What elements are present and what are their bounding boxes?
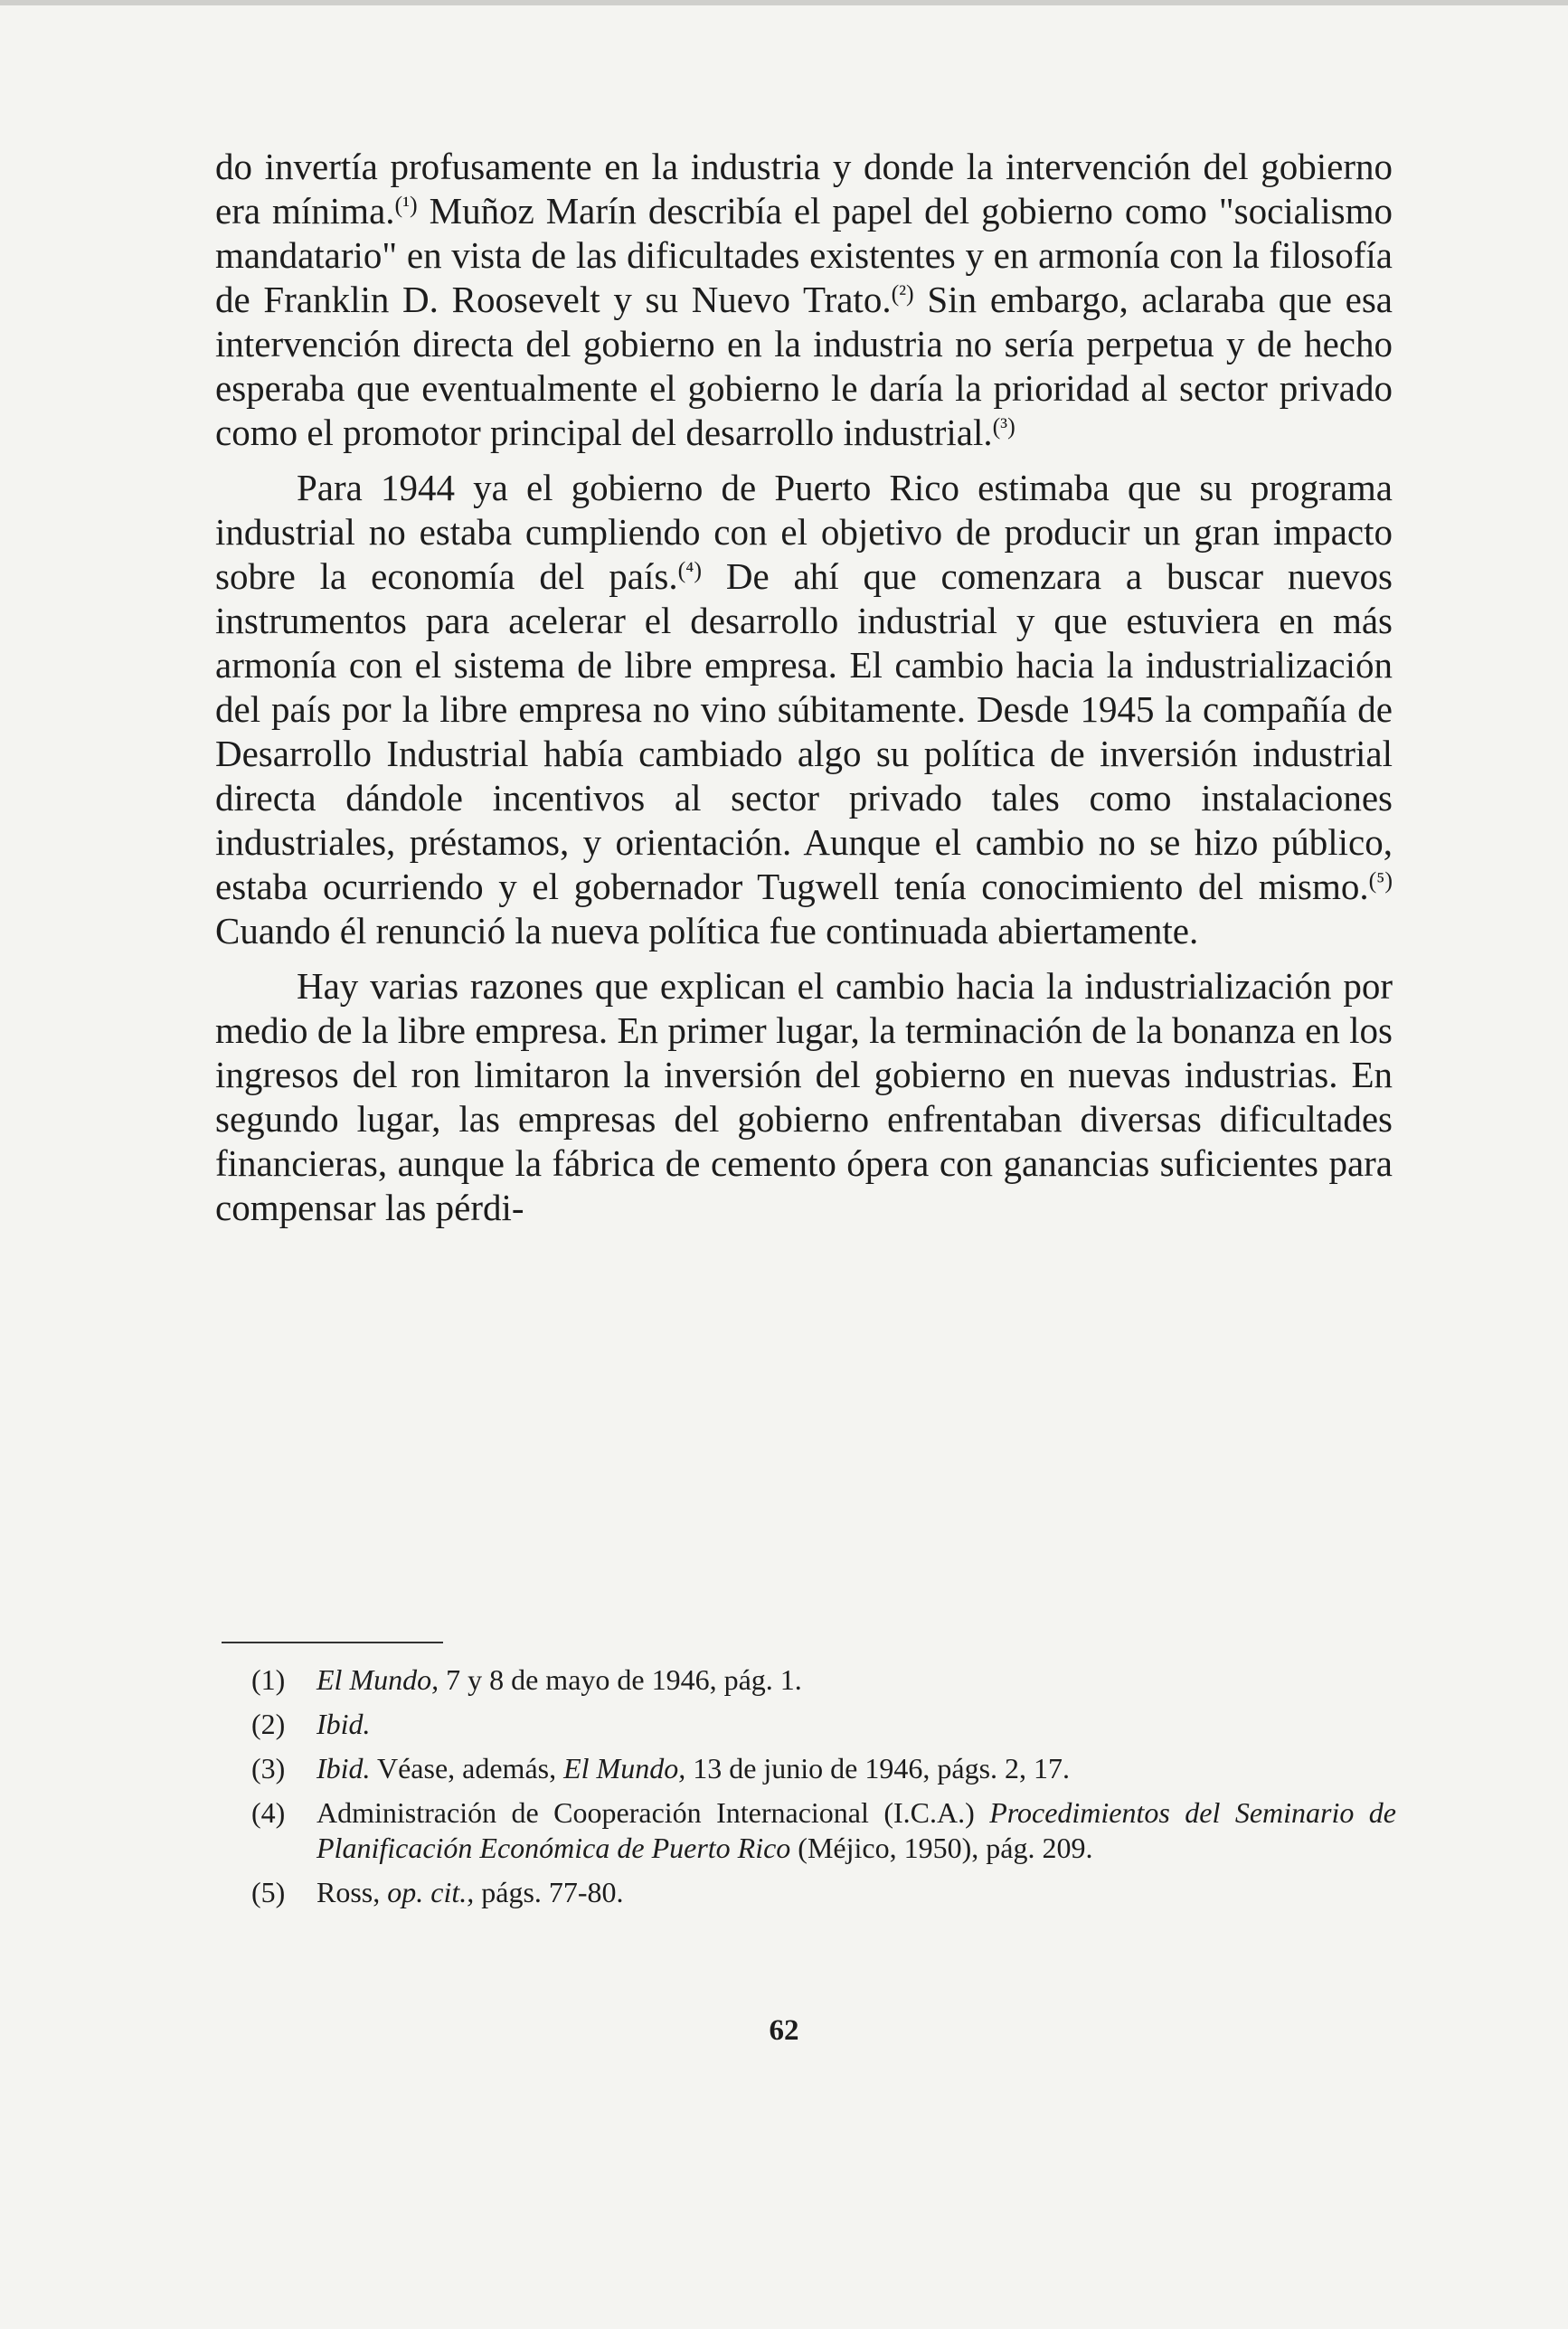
footnote-3	[251, 1751, 1396, 1786]
footnote-plain: (Méjico, 1950), pág. 209.	[790, 1832, 1093, 1864]
footnote-text	[316, 1875, 1396, 1910]
paragraph-text: do invertía profusamente en la industria y donde la intervención del gobierno era mínima.	[215, 146, 1393, 232]
footnote-plain: 7 y 8 de mayo de 1946, pág. 1.	[439, 1663, 802, 1696]
footnote-italic: op. cit.,	[387, 1876, 475, 1908]
footnote-reference: (¹)	[394, 192, 418, 218]
footnote-number: (4)	[251, 1796, 286, 1829]
footnote-number: (2)	[251, 1708, 286, 1740]
paragraph-text: Cuando él renunció la nueva política fue continuada abiertamente.	[215, 910, 1199, 951]
footnote-number: (5)	[251, 1876, 286, 1908]
paragraph-1	[215, 145, 1393, 455]
paragraph-text: Muñoz Marín describía el papel del gobierno como "socialismo mandatario" en vista de las dificultades existentes y en armonía con la filosofía de Franklin D. Roosevelt y su Nuevo Trato.	[215, 190, 1393, 320]
footnote-4	[251, 1795, 1396, 1866]
footnote-reference: (²)	[891, 280, 914, 307]
footnote-italic: Ibid.	[316, 1708, 371, 1740]
paragraph-text: Hay varias razones que explican el cambio hacia la industrialización por medio de la libre empresa. En primer lugar, la terminación de la bonanza en los ingresos del ron limitaron la inversión del gobierno en nuevas industrias. En segundo lugar, las empresas del gobierno enfrentaban diversas dificultades financieras, aunque la fábrica de cemento ópera con ganancias suficientes para compensar las pérdi-	[215, 965, 1393, 1228]
footnote-italic: El Mundo,	[316, 1663, 439, 1696]
footnote-text	[316, 1751, 1396, 1786]
footnote-reference: (⁴)	[677, 557, 702, 583]
paragraph-2	[215, 466, 1393, 953]
footnote-italic: El Mundo,	[563, 1752, 686, 1785]
footnote-italic: Procedimientos del Seminario de Planificación Económica de Puerto Rico	[316, 1796, 1396, 1864]
footnote-reference: (³)	[992, 413, 1015, 440]
body-text	[215, 145, 1393, 1241]
footnote-text	[316, 1707, 1396, 1742]
footnote-plain: 13 de junio de 1946, págs. 2, 17.	[685, 1752, 1071, 1785]
footnote-plain: Administración de Cooperación Internacional (I.C.A.)	[316, 1796, 990, 1829]
paragraph-text: Sin embargo, aclaraba que esa intervención directa del gobierno en la industria no sería perpetua y de hecho esperaba que eventualmente el gobierno le daría la prioridad al sector privado como el promotor principal del desarrollo industrial.	[215, 279, 1393, 453]
footnote-text	[316, 1662, 1396, 1698]
paragraph-text: Para 1944 ya el gobierno de Puerto Rico estimaba que su programa industrial no estaba cumpliendo con el objetivo de producir un gran impacto sobre la economía del país.	[215, 467, 1393, 597]
footnote-2	[251, 1707, 1396, 1742]
paragraph-text: De ahí que comenzara a buscar nuevos instrumentos para acelerar el desarrollo industrial y que estuviera en más armonía con el sistema de libre empresa. El cambio hacia la industrialización del país por la libre empresa no vino súbitamente. Desde 1945 la compañía de Desarrollo Industrial había cambiado algo su política de inversión industrial directa dándole incentivos al sector privado tales como instalaciones industriales, préstamos, y orientación. Aunque el cambio no se hizo público, estaba ocurriendo y el gobernador Tugwell tenía conocimiento del mismo.	[215, 555, 1393, 907]
footnote-1	[251, 1662, 1396, 1698]
footnote-number: (3)	[251, 1752, 286, 1785]
footnote-reference: (⁵)	[1368, 867, 1393, 894]
footnotes	[251, 1662, 1396, 1919]
footnote-plain: Véase, además,	[370, 1752, 564, 1785]
footnote-plain: págs. 77-80.	[474, 1876, 624, 1908]
page-top-edge	[0, 0, 1568, 5]
page-number: 62	[769, 2014, 799, 2047]
footnote-text	[316, 1795, 1396, 1866]
footnote-number: (1)	[251, 1663, 286, 1696]
footnote-italic: Ibid.	[316, 1752, 371, 1785]
footnote-5	[251, 1875, 1396, 1910]
footnote-plain: Ross,	[316, 1876, 388, 1908]
footnote-separator	[222, 1642, 443, 1643]
paragraph-3	[215, 964, 1393, 1230]
